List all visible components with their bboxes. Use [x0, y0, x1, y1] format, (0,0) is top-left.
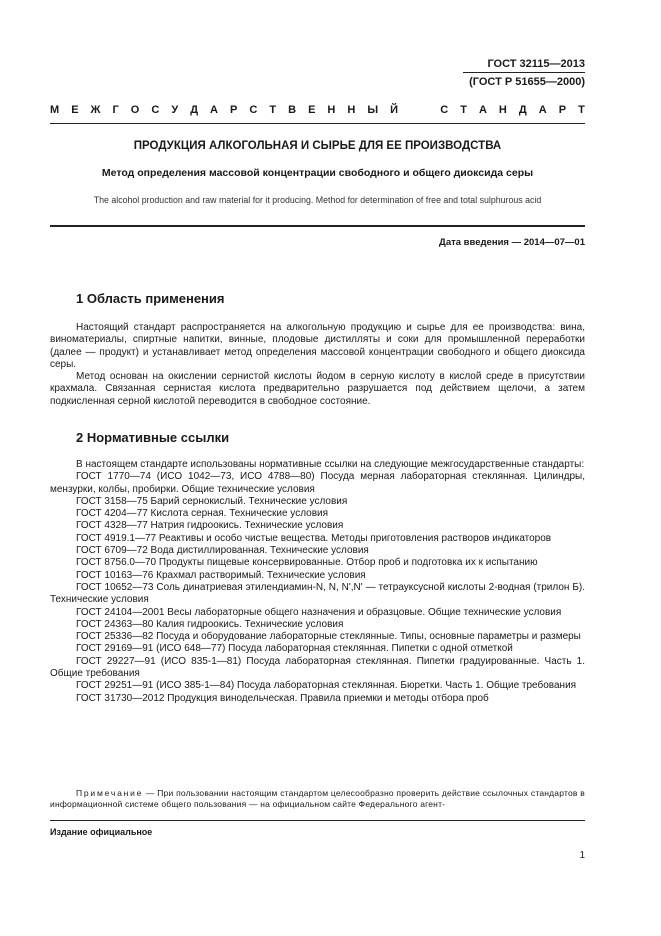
banner-letter: Р: [558, 104, 567, 116]
reference-item: ГОСТ 25336—82 Посуда и оборудование лабораторные стеклянные. Типы, основные параметры и размеры: [76, 631, 581, 643]
header-divider: [463, 72, 585, 73]
reference-item: ГОСТ 4328—77 Натрия гидроокись. Технические условия: [76, 520, 344, 532]
note-text: — При пользовании настоящим стандартом целесообразно проверить действие ссылочных стандартов в информационной системе общего пользования — на официальном сайте Федерального агент-: [50, 788, 585, 809]
gost-number: ГОСТ 32115—2013: [487, 58, 585, 70]
banner-letter: Т: [578, 104, 585, 116]
official-edition: Издание официальное: [50, 827, 153, 837]
banner-letter: А: [478, 104, 487, 116]
banner-letter: В: [288, 104, 297, 116]
reference-item: ГОСТ 4204—77 Кислота серная. Технические условия: [76, 508, 329, 520]
banner-letter: С: [151, 104, 160, 116]
interstate-standard-banner: [50, 104, 585, 116]
section-1-body: [50, 322, 585, 408]
reference-item: ГОСТ 29169—91 (ИСО 648—77) Посуда лабораторная стеклянная. Пипетки с одной отметкой: [76, 643, 513, 655]
reference-item: ГОСТ 24363—80 Калия гидроокись. Технические условия: [76, 618, 344, 630]
banner-letter: Т: [460, 104, 467, 116]
footer-divider: [50, 820, 585, 821]
banner-divider: [50, 123, 585, 124]
banner-letter: У: [171, 104, 179, 116]
section-1-heading: 1 Область применения: [76, 291, 225, 306]
reference-item: ГОСТ 24104—2001 Весы лабораторные общего назначения и образцовые. Общие технические условия: [76, 606, 562, 618]
references-intro: В настоящем стандарте использованы нормативные ссылки на следующие межгосударственные стандарты:: [76, 459, 585, 470]
reference-item: ГОСТ 8756.0—70 Продукты пищевые консервированные. Отбор проб и подготовка их к испытанию: [76, 557, 538, 569]
reference-item: ГОСТ 31730—2012 Продукция винодельческая. Правила приемки и методы отбора проб: [76, 692, 489, 704]
document-subtitle: Метод определения массовой концентрации свободного и общего диоксида серы: [101, 167, 534, 179]
banner-letter: Д: [190, 104, 199, 116]
note-label: Примечание: [76, 788, 144, 798]
banner-letter: Й: [390, 104, 399, 116]
reference-item: ГОСТ 10652—73 Соль динатриевая этилендиамин-N, N, N',N' — тетрауксусной кислоты 2-водная (трилон Б). Технические условия: [50, 581, 585, 606]
page-number: 1: [579, 850, 585, 861]
reference-item: ГОСТ 29227—91 (ИСО 835-1—81) Посуда лабораторная стеклянная. Пипетки градуированные. Часть 1. Общие требования: [50, 655, 585, 680]
section-1-paragraph-2: Метод основан на окислении сернистой кислоты йодом в серную кислоту в кислой среде в присутствии крахмала. Связанная сернистая кислота предварительно разрушается под действием щелочи, а затем подкисленная серной кислотой переводится в свободное состояние.: [50, 371, 585, 407]
banner-letter: Т: [269, 104, 277, 116]
banner-letter: А: [210, 104, 218, 116]
banner-letter: М: [50, 104, 60, 116]
title-divider: [50, 225, 585, 227]
banner-letter: Н: [327, 104, 336, 116]
reference-item: ГОСТ 1770—74 (ИСО 1042—73, ИСО 4788—80) Посуда мерная лабораторная стеклянная. Цилиндры, мензурки, колбы, пробирки. Общие технические условия: [50, 471, 585, 495]
banner-letter: С: [440, 104, 449, 116]
banner-letter: Е: [71, 104, 79, 116]
gost-equivalent: (ГОСТ Р 51655—2000): [469, 76, 585, 88]
normative-references: [50, 459, 585, 705]
banner-letter: [410, 104, 413, 116]
note-paragraph: [50, 788, 585, 810]
banner-letter: Е: [308, 104, 316, 116]
banner-letter: Ж: [90, 104, 101, 116]
reference-item: ГОСТ 3158—75 Барий сернокислый. Технические условия: [76, 495, 348, 507]
reference-item: ГОСТ 10163—76 Крахмал растворимый. Технические условия: [76, 569, 366, 581]
section-1-paragraph-1: Настоящий стандарт распространяется на алкогольную продукцию и сырье для ее производства: вина, виноматериалы, спиртные напитки, винные, плодовые дистилляты и соки для промышленной переработки (далее — продукт) и устанавливает метод определения массовой концентрации свободного и общего диоксида серы.: [50, 322, 585, 370]
section-2-heading: 2 Нормативные ссылки: [76, 430, 230, 445]
introduction-date: Дата введения — 2014—07—01: [439, 237, 585, 248]
banner-letter: О: [130, 104, 140, 116]
banner-letter: Д: [518, 104, 527, 116]
banner-letter: Н: [347, 104, 356, 116]
english-title: The alcohol production and raw material for it producing. Method for determination of free and total sulphurous acid: [93, 195, 542, 205]
note: [50, 788, 585, 810]
banner-letter: Н: [498, 104, 507, 116]
banner-letter: [425, 104, 428, 116]
reference-item: ГОСТ 4919.1—77 Реактивы и особо чистые вещества. Методы приготовления растворов индикаторов: [76, 532, 552, 544]
banner-letter: А: [538, 104, 547, 116]
banner-letter: С: [249, 104, 258, 116]
document-title: ПРОДУКЦИЯ АЛКОГОЛЬНАЯ И СЫРЬЕ ДЛЯ ЕЕ ПРОИЗВОДСТВА: [133, 140, 502, 152]
reference-item: ГОСТ 29251—91 (ИСО 385-1—84) Посуда лабораторная стеклянная. Бюретки. Часть 1. Общие требования: [76, 680, 577, 692]
reference-item: ГОСТ 6709—72 Вода дистиллированная. Технические условия: [76, 545, 369, 557]
banner-letter: Ы: [367, 104, 379, 116]
banner-letter: Г: [112, 104, 119, 116]
banner-letter: Р: [230, 104, 238, 116]
